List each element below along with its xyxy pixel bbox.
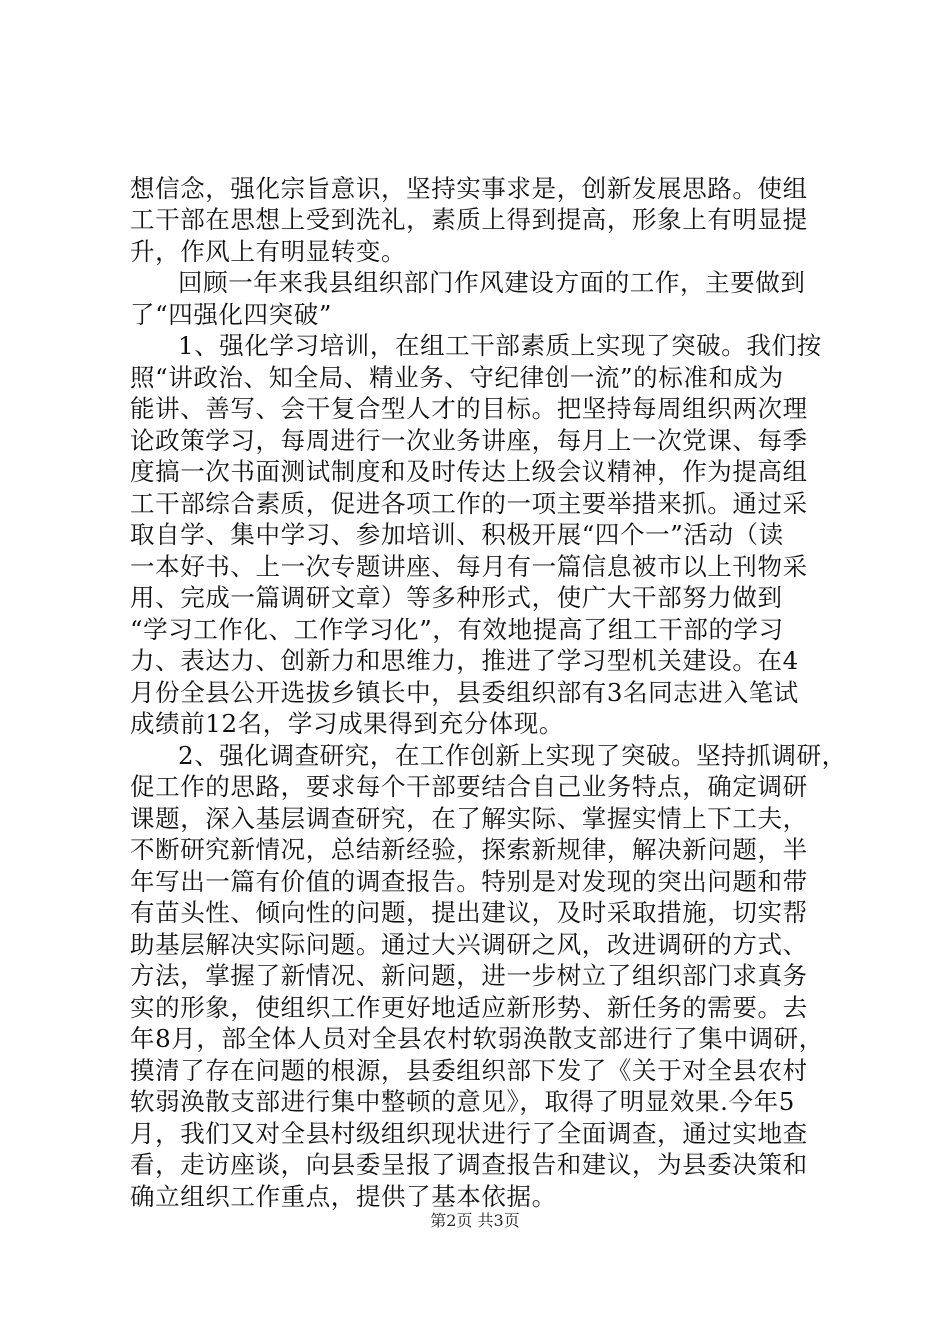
- text-line: 了“四强化四突破”: [130, 300, 332, 329]
- text-line: 实的形象，使组织工作更好地适应新形势、新任务的需要。去: [130, 993, 808, 1022]
- text-line: 升，作风上有明显转变。: [130, 237, 407, 266]
- text-line: 取自学、集中学习、参加培训、积极开展“四个一”活动（读: [130, 520, 784, 549]
- text-line: 课题，深入基层调查研究，在了解实际、掌握实情上下工夫，: [130, 804, 808, 833]
- text-line: 摸清了存在问题的根源，县委组织部下发了《关于对全县农村: [130, 1056, 808, 1085]
- text-line: 1、强化学习培训，在组工干部素质上实现了突破。我们按: [178, 331, 822, 360]
- text-line: 月份全县公开选拔乡镇长中，县委组织部有3名同志进入笔试: [130, 678, 799, 707]
- text-line: 工干部综合素质，促进各项工作的一项主要举措来抓。通过采: [130, 489, 808, 518]
- text-line: 年写出一篇有价值的调查报告。特别是对发现的突出问题和带: [130, 867, 808, 896]
- text-line: 用、完成一篇调研文章）等多种形式，使广大干部努力做到: [130, 583, 783, 612]
- text-line: 回顾一年来我县组织部门作风建设方面的工作，主要做到: [178, 268, 806, 297]
- text-line: 助基层解决实际问题。通过大兴调研之风，改进调研的方式、: [130, 930, 808, 959]
- text-line: 月，我们又对全县村级组织现状进行了全面调查，通过实地查: [130, 1119, 808, 1148]
- page-number-footer: 第2页 共3页: [430, 1211, 520, 1230]
- text-line: 软弱涣散支部进行集中整顿的意见》，取得了明显效果.今年5: [130, 1087, 795, 1116]
- text-line: 2、强化调查研究，在工作创新上实现了突破。坚持抓调研，: [178, 741, 847, 770]
- text-line: 照“讲政治、知全局、精业务、守纪律创一流”的标准和成为: [130, 363, 784, 392]
- text-line: 论政策学习，每周进行一次业务讲座，每月上一次党课、每季: [130, 426, 808, 455]
- text-line: 确立组织工作重点，提供了基本依据。: [130, 1182, 557, 1211]
- text-line: 看，走访座谈，向县委呈报了调查报告和建议，为县委决策和: [130, 1150, 808, 1179]
- text-line: 成绩前12名，学习成果得到充分体现。: [130, 709, 564, 738]
- text-line: 能讲、善写、会干复合型人才的目标。把坚持每周组织两次理: [130, 394, 808, 423]
- text-line: 想信念，强化宗旨意识，坚持实事求是，创新发展思路。使组: [130, 174, 808, 203]
- text-line: 有苗头性、倾向性的问题，提出建议，及时采取措施，切实帮: [130, 898, 808, 927]
- text-line: 促工作的思路，要求每个干部要结合自己业务特点，确定调研: [130, 772, 808, 801]
- text-line: 工干部在思想上受到洗礼，素质上得到提高，形象上有明显提: [130, 205, 808, 234]
- text-line: 年8月，部全体人员对全县农村软弱涣散支部进行了集中调研，: [130, 1024, 824, 1053]
- text-line: 方法，掌握了新情况、新问题，进一步树立了组织部门求真务: [130, 961, 808, 990]
- text-line: 力、表达力、创新力和思维力，推进了学习型机关建设。在4: [130, 646, 799, 675]
- text-line: 一本好书、上一次专题讲座、每月有一篇信息被市以上刊物采: [130, 552, 808, 581]
- text-line: 不断研究新情况，总结新经验，探索新规律，解决新问题，半: [130, 835, 808, 864]
- text-line: 度搞一次书面测试制度和及时传达上级会议精神，作为提高组: [130, 457, 808, 486]
- text-line: “学习工作化、工作学习化”，有效地提高了组工干部的学习: [130, 615, 784, 644]
